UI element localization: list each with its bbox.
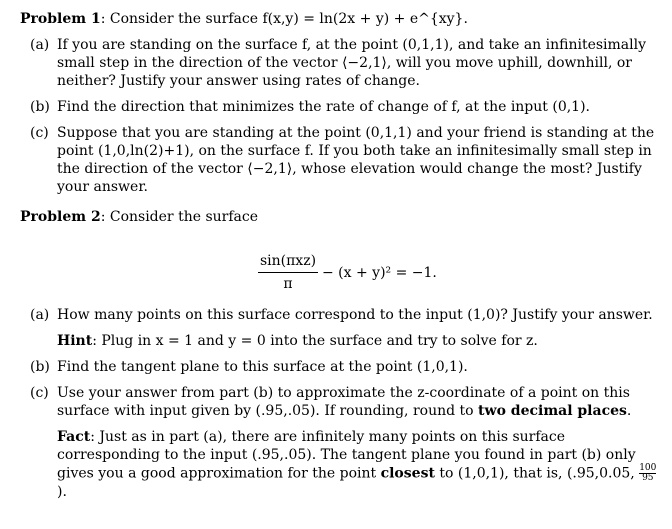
problem-1-part-b	[20, 98, 660, 116]
fact-fraction	[639, 464, 656, 483]
problem-1-intro	[20, 10, 660, 28]
part-text: If you are standing on the surface f, at the point (0,1,1), and take an infinitesimally small step in the direction of the vector ⟨−2,1⟩, will you move uphill, downhill, or neither? Justify your answer using rates of change.	[57, 37, 647, 89]
part-text: Find the tangent plane to this surface at the point (1,0,1).	[57, 359, 468, 375]
part-text: Find the direction that minimizes the rate of change of f, at the input (0,1).	[57, 99, 591, 115]
part-label: (c)	[30, 125, 49, 141]
problem-1-label: Problem 1	[20, 11, 101, 27]
problem-1-part-a	[20, 36, 660, 90]
equation-rest: − (x + y)² = −1.	[322, 265, 437, 281]
fact-text-2: to (1,0,1), that is, (.95,0.05,	[434, 465, 640, 482]
fact-bold: closest	[380, 465, 435, 482]
part-label: (b)	[30, 99, 50, 115]
part-text-2: .	[626, 403, 632, 419]
problem-2-part-a	[20, 306, 660, 350]
fact-label: Fact	[57, 429, 91, 445]
surface-equation	[258, 252, 660, 296]
problem-1-intro-text: : Consider the surface f(x,y) = ln(2x + y) + e^{xy}.	[100, 11, 468, 27]
equation-numerator: sin(πxz)	[258, 252, 318, 273]
document-page	[20, 10, 660, 501]
problem-2-intro	[20, 208, 660, 226]
problem-2-part-b	[20, 358, 660, 376]
fact	[57, 428, 660, 501]
fact-fraction-denominator: 95	[642, 473, 654, 483]
part-label: (a)	[30, 37, 50, 53]
hint-label: Hint	[57, 333, 93, 349]
part-bold: two decimal places	[478, 403, 627, 419]
part-label: (c)	[30, 385, 49, 401]
part-label: (a)	[30, 307, 50, 323]
part-label: (b)	[30, 359, 50, 375]
equation-fraction	[258, 252, 318, 293]
part-text-1: Use your answer from part (b) to approximate the z-coordinate of a point on this surface with input given by (.95,.05). If rounding, round to	[57, 385, 630, 419]
part-text: Suppose that you are standing at the point (0,1,1) and your friend is standing at the point (1,0,ln(2)+1), on the surface f. If you both take an infinitesimally small step in the direction of the vector ⟨−2,1⟩, whose elevation would change the most? Justify your answer.	[57, 125, 655, 195]
problem-2-intro-text: : Consider the surface	[100, 209, 258, 225]
fact-fraction-numerator: 100	[639, 463, 657, 473]
fact-text-1: : Just as in part (a), there are infinitely many points on this surface corresponding to the input (.95,.05). The tangent plane you found in part (b) only gives you a good approximation for the point	[57, 429, 636, 482]
problem-1-part-c	[20, 124, 660, 196]
hint-text: : Plug in x = 1 and y = 0 into the surface and try to solve for z.	[92, 333, 538, 349]
hint	[57, 332, 660, 350]
fact-text-3: ).	[57, 484, 67, 500]
equation-denominator: π	[283, 276, 293, 292]
problem-2-part-c	[20, 384, 660, 501]
problem-2-label: Problem 2	[20, 209, 101, 225]
part-text: How many points on this surface correspond to the input (1,0)? Justify your answer.	[57, 307, 653, 323]
